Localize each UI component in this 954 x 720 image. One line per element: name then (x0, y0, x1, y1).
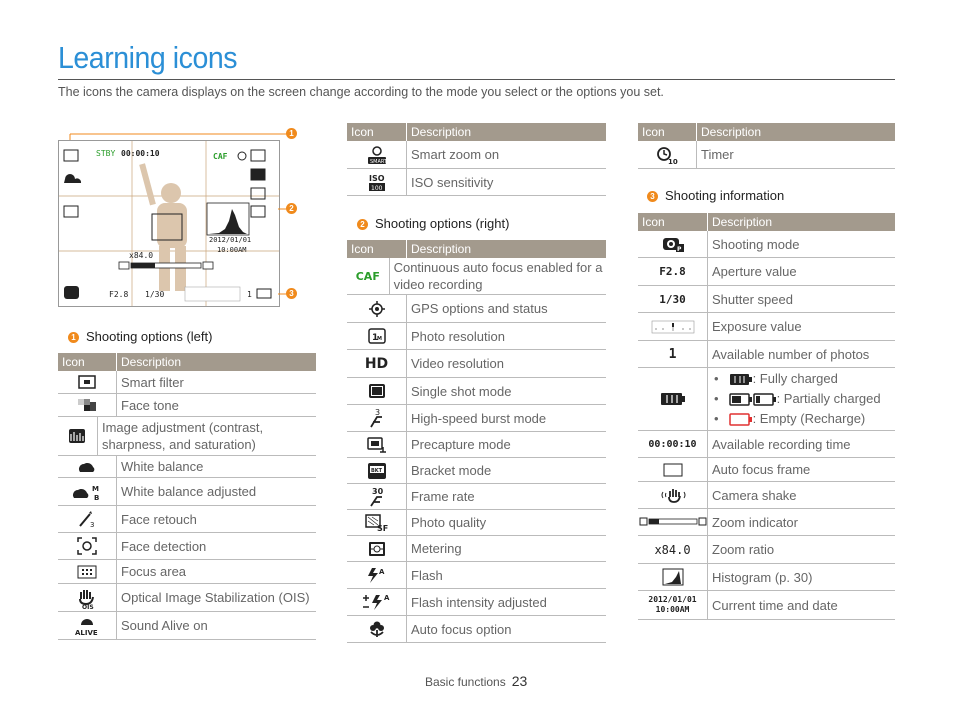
table-row (638, 231, 895, 258)
table-row (347, 510, 606, 536)
screen-date: 2012/01/01 (209, 236, 252, 244)
af-frame-icon (663, 463, 683, 477)
section-title: Shooting information (665, 188, 785, 203)
row-desc: Metering (411, 541, 462, 556)
badge-2: 2 (357, 219, 368, 230)
row-desc: Face retouch (121, 511, 197, 527)
row-desc: Shutter speed (712, 291, 793, 307)
header-description: Description (411, 125, 472, 139)
svg-text:30: 30 (371, 486, 383, 496)
row-desc: GPS options and status (411, 301, 548, 316)
screen-stby: STBY (96, 149, 116, 158)
svg-text:BKT: BKT (370, 467, 382, 474)
precapture-icon (367, 436, 387, 454)
section-heading-left (68, 329, 212, 344)
white-balance-icon (77, 460, 97, 474)
white-balance-adjusted-icon (72, 483, 102, 501)
zoom-indicator-icon (639, 516, 707, 528)
shutter-icon: 1/30 (659, 292, 686, 306)
battery-full-line: • : Fully charged (714, 369, 881, 389)
row-desc: Available number of photos (712, 346, 870, 362)
svg-text:10: 10 (668, 157, 678, 165)
table-row (347, 141, 606, 169)
table-row (347, 350, 606, 378)
callout-1: 1 (286, 128, 297, 139)
table-row (638, 564, 895, 591)
row-desc: White balance (121, 459, 204, 474)
header-description: Description (121, 355, 182, 369)
time-glyph: 10:00AM (655, 605, 690, 614)
gps-icon (368, 300, 386, 318)
row-desc: Smart filter (121, 374, 184, 390)
video-resolution-icon: HD (364, 355, 389, 372)
row-desc: Aperture value (712, 264, 797, 279)
table-row (347, 562, 606, 589)
svg-text:A: A (378, 568, 384, 576)
battery-full-label: : Fully charged (752, 371, 838, 386)
row-desc: Optical Image Stabilization (OIS) (121, 590, 310, 605)
svg-text:B: B (94, 493, 100, 501)
svg-text:A: A (383, 594, 389, 602)
row-desc: Image adjustment (contrast, sharpness, and saturation) (101, 420, 264, 452)
row-desc: White balance adjusted (121, 484, 257, 499)
table-row (638, 536, 895, 564)
screen-zoom: x84.0 (129, 251, 154, 260)
table-shooting-left (58, 353, 316, 640)
table-row (638, 141, 895, 169)
svg-text:3: 3 (374, 408, 380, 417)
screen-aperture: F2.8 (109, 290, 129, 299)
table-row (638, 431, 895, 458)
table-row (638, 482, 895, 509)
svg-text:100: 100 (370, 185, 382, 192)
table-row (58, 456, 316, 478)
row-desc: Precapture mode (411, 437, 511, 452)
row-desc: Shooting mode (712, 236, 800, 252)
table-row (347, 536, 606, 562)
table-row (58, 506, 316, 533)
burst-mode-icon (368, 407, 386, 429)
row-desc: Exposure value (712, 319, 802, 334)
row-desc: Frame rate (411, 489, 475, 504)
table-shooting-info (638, 213, 895, 620)
screen-shots: 1 (247, 290, 252, 299)
table-row (58, 417, 316, 456)
row-desc: Available recording time (712, 436, 851, 452)
svg-text:M: M (376, 336, 382, 342)
screen-shutter: 1/30 (145, 290, 165, 299)
svg-text:ISO: ISO (368, 174, 385, 183)
row-desc: Flash intensity adjusted (411, 594, 547, 610)
rec-time-icon: 00:00:10 (648, 438, 697, 450)
svg-text:OIS: OIS (82, 603, 94, 609)
header-icon: Icon (58, 353, 117, 371)
page-footer (425, 673, 527, 689)
row-desc: Face detection (121, 538, 207, 554)
table-row (347, 458, 606, 484)
battery-partial-icon-1 (729, 393, 753, 406)
row-desc: Zoom indicator (712, 514, 798, 530)
table-row (58, 560, 316, 584)
table-row (638, 591, 895, 620)
svg-text:1: 1 (371, 333, 378, 343)
table-row (58, 394, 316, 417)
face-tone-icon (77, 398, 97, 412)
row-desc: Current time and date (712, 597, 838, 613)
table-row (347, 295, 606, 323)
photo-resolution-icon (368, 328, 386, 344)
sound-alive-icon (74, 615, 100, 637)
smart-filter-icon (78, 375, 96, 389)
header-icon: Icon (347, 240, 407, 258)
caf-icon: CAF (355, 269, 380, 283)
row-desc: Photo quality (411, 515, 487, 530)
exposure-icon (651, 320, 695, 334)
table-row (638, 286, 895, 313)
row-desc: Auto focus frame (712, 462, 811, 477)
focus-area-icon (77, 565, 97, 579)
table-row (58, 533, 316, 560)
header-description: Description (701, 125, 762, 139)
table-row (58, 478, 316, 506)
row-desc: Histogram (p. 30) (712, 569, 813, 585)
callout-3: 3 (286, 288, 297, 299)
zoom-ratio-icon: x84.0 (654, 542, 691, 557)
page-title: Learning icons (58, 40, 238, 75)
battery-empty-line: • : Empty (Recharge) (714, 409, 881, 429)
row-desc: Sound Alive on (121, 618, 208, 633)
screen-caf: CAF (213, 152, 228, 161)
table-row (347, 169, 606, 196)
intro-text: The icons the camera displays on the screen change according to the mode you select or the options you set. (58, 85, 664, 99)
section-heading-info (647, 188, 784, 203)
table-row (638, 313, 895, 341)
row-desc: Auto focus option (411, 621, 512, 637)
battery-empty-label: : Empty (Recharge) (752, 411, 866, 426)
table-row (638, 458, 895, 482)
row-desc: Focus area (121, 564, 187, 579)
smart-zoom-icon (366, 145, 388, 165)
callout-lines (68, 126, 298, 306)
photo-quality-icon (365, 514, 389, 532)
table-row (638, 258, 895, 286)
row-desc: Smart zoom on (411, 147, 500, 162)
table-row (58, 584, 316, 612)
flash-icon (367, 566, 387, 584)
row-desc: Bracket mode (411, 463, 492, 478)
row-desc: Zoom ratio (712, 542, 775, 557)
screen-rec-time: 00:00:10 (121, 149, 160, 158)
iso-icon (367, 172, 387, 192)
table-row (638, 341, 895, 368)
battery-partial-line: • : Partially charged (714, 389, 881, 409)
table-row (347, 323, 606, 350)
header-description: Description (411, 242, 472, 256)
row-desc: Single shot mode (411, 383, 512, 399)
section-title: Shooting options (left) (86, 329, 213, 344)
date-glyph: 2012/01/01 (648, 595, 697, 604)
ois-icon (76, 587, 98, 609)
row-desc: High-speed burst mode (411, 410, 547, 426)
badge-3: 3 (647, 191, 658, 202)
battery-full-icon (660, 392, 686, 406)
row-desc: Timer (701, 147, 734, 162)
table-row (347, 258, 606, 295)
badge-1: 1 (68, 332, 79, 343)
camera-shake-icon (660, 487, 686, 503)
date-time-icon (638, 591, 708, 619)
table-timer (638, 123, 895, 169)
metering-icon (368, 541, 386, 557)
timer-icon (656, 145, 678, 165)
table-row (347, 589, 606, 616)
callout-2: 2 (286, 203, 297, 214)
screen-time: 10:00AM (217, 246, 247, 254)
table-row (347, 432, 606, 458)
aperture-icon: F2.8 (659, 265, 686, 278)
auto-focus-option-icon (368, 620, 386, 638)
row-desc: Video resolution (411, 356, 504, 371)
battery-full-small-icon (729, 373, 753, 386)
table-row (58, 612, 316, 640)
header-icon: Icon (638, 213, 708, 231)
battery-partial-label: : Partially charged (776, 391, 881, 406)
face-detection-icon (77, 537, 97, 555)
row-desc: Camera shake (712, 487, 797, 503)
histogram-icon (662, 568, 684, 586)
header-description: Description (712, 215, 773, 229)
section-title: Shooting options (right) (375, 216, 510, 231)
photos-count-icon: 1 (668, 346, 677, 362)
page-number: 23 (511, 673, 528, 689)
section-heading-right (357, 216, 509, 231)
bracket-icon (367, 462, 387, 480)
flash-intensity-icon (362, 592, 392, 612)
table-shooting-right (347, 240, 606, 643)
row-desc: Face tone (121, 397, 179, 413)
table-row (347, 484, 606, 510)
svg-text:P: P (676, 246, 681, 253)
shooting-mode-icon (662, 235, 684, 253)
svg-text:SMART: SMART (369, 158, 387, 165)
battery-partial-icon-2 (753, 393, 777, 406)
row-desc: ISO sensitivity (411, 174, 494, 190)
image-adjustment-icon (68, 428, 86, 444)
face-retouch-icon (77, 510, 97, 528)
battery-empty-icon (729, 413, 753, 426)
header-icon: Icon (347, 123, 407, 141)
row-desc: Continuous auto focus enabled for a video recording (393, 260, 603, 292)
row-desc: Photo resolution (411, 328, 505, 344)
svg-text:3: 3 (90, 521, 95, 528)
table-row (58, 371, 316, 394)
svg-text:SF: SF (376, 523, 388, 532)
table-row-battery (638, 368, 895, 431)
table-shooting-left-cont (347, 123, 606, 196)
header-icon: Icon (638, 123, 697, 141)
row-desc: Flash (411, 567, 443, 583)
single-shot-icon (368, 383, 386, 399)
frame-rate-icon (368, 486, 386, 508)
svg-text:M: M (92, 484, 99, 493)
footer-label: Basic functions (425, 675, 506, 689)
title-rule (58, 79, 895, 80)
table-row (347, 378, 606, 405)
table-row (347, 616, 606, 643)
svg-text:ALIVE: ALIVE (75, 628, 98, 637)
table-row (638, 509, 895, 536)
table-row (347, 405, 606, 432)
